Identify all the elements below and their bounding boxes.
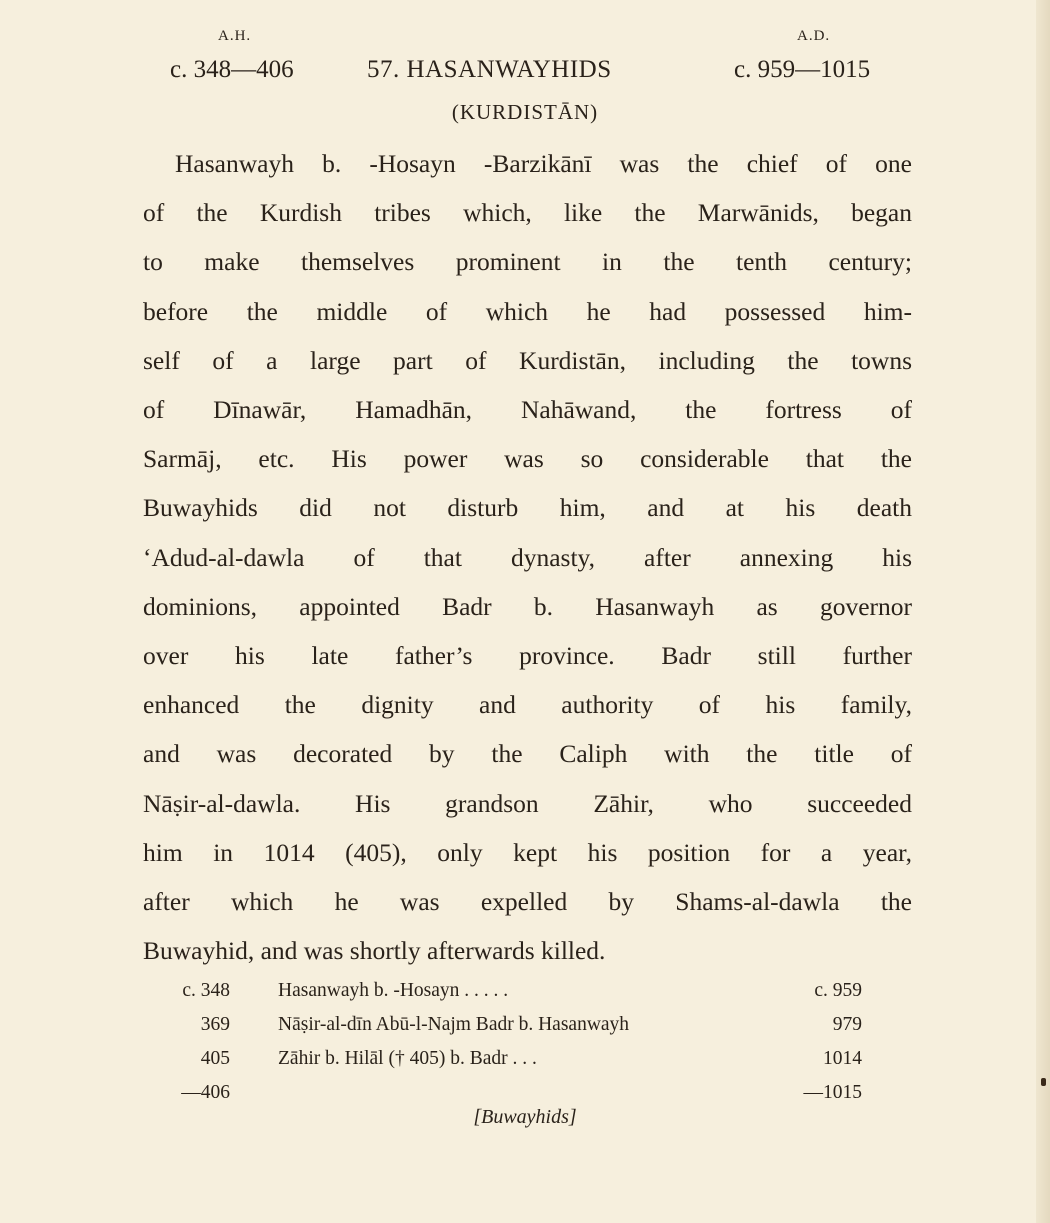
text-line: over his late father’s province. Badr still further <box>143 641 912 671</box>
ruler-row <box>0 1048 1050 1082</box>
region-subtitle: (KURDISTĀN) <box>451 100 599 124</box>
dynasty-title: 57. HASANWAYHIDS <box>367 56 612 83</box>
text-line: Buwayhids did not disturb him, and at his death <box>143 493 912 523</box>
ruler-row <box>0 1014 1050 1048</box>
page-speck <box>1041 1078 1046 1086</box>
text-line: Buwayhid, and was shortly afterwards killed. <box>143 936 606 966</box>
ruler-name: Nāṣir-al-dīn Abū-l-Najm Badr b. Hasanwayh <box>278 1014 630 1035</box>
text-line: him in 1014 (405), only kept his position for a year, <box>143 837 912 867</box>
text-line: enhanced the dignity and authority of his family, <box>143 690 912 720</box>
ruler-ah-date: 405 <box>200 1048 230 1069</box>
text-line: ‘Adud-al-dawla of that dynasty, after annexing his <box>143 542 912 572</box>
ruler-ad-date: 979 <box>832 1014 862 1035</box>
text-line: Nāṣir-al-dawla. His grandson Zāhir, who succeeded <box>143 788 912 818</box>
ruler-ad-date: 1014 <box>823 1048 862 1069</box>
ruler-ah-date: —406 <box>181 1082 230 1103</box>
text-line: of the Kurdish tribes which, like the Marwānids, began <box>143 198 912 228</box>
text-line: and was decorated by the Caliph with the title of <box>143 739 912 769</box>
ruler-row <box>0 980 1050 1014</box>
text-line: after which he was expelled by Shams-al-dawla the <box>143 887 912 917</box>
text-line: of Dīnawār, Hamadhān, Nahāwand, the fortress of <box>143 395 912 425</box>
ruler-name: Zāhir b. Hilāl († 405) b. Badr . . . <box>278 1048 537 1069</box>
ad-date-range: c. 959—1015 <box>734 56 871 83</box>
ruler-ah-date: 369 <box>200 1014 230 1035</box>
body-paragraph <box>143 139 912 975</box>
ah-date-range: c. 348—406 <box>170 56 294 83</box>
ruler-ad-date: —1015 <box>803 1082 862 1103</box>
text-line: to make themselves prominent in the tenth century; <box>143 247 912 277</box>
text-line: Hasanwayh b. -Hosayn -Barzikānī was the chief of one <box>175 149 912 178</box>
ruler-ah-date: c. 348 <box>182 980 230 1001</box>
text-line: before the middle of which he had possessed him- <box>143 296 912 326</box>
cross-reference: [Buwayhids] <box>473 1106 577 1128</box>
text-line: self of a large part of Kurdistān, including the towns <box>143 345 912 375</box>
ruler-ad-date: c. 959 <box>814 980 862 1001</box>
ruler-name: Hasanwayh b. -Hosayn . . . . . <box>278 980 509 1001</box>
ah-label: A.H. <box>218 28 252 44</box>
text-line: dominions, appointed Badr b. Hasanwayh as governor <box>143 591 912 621</box>
ad-label: A.D. <box>797 28 831 44</box>
text-line: Sarmāj, etc. His power was so considerable that the <box>143 444 912 474</box>
